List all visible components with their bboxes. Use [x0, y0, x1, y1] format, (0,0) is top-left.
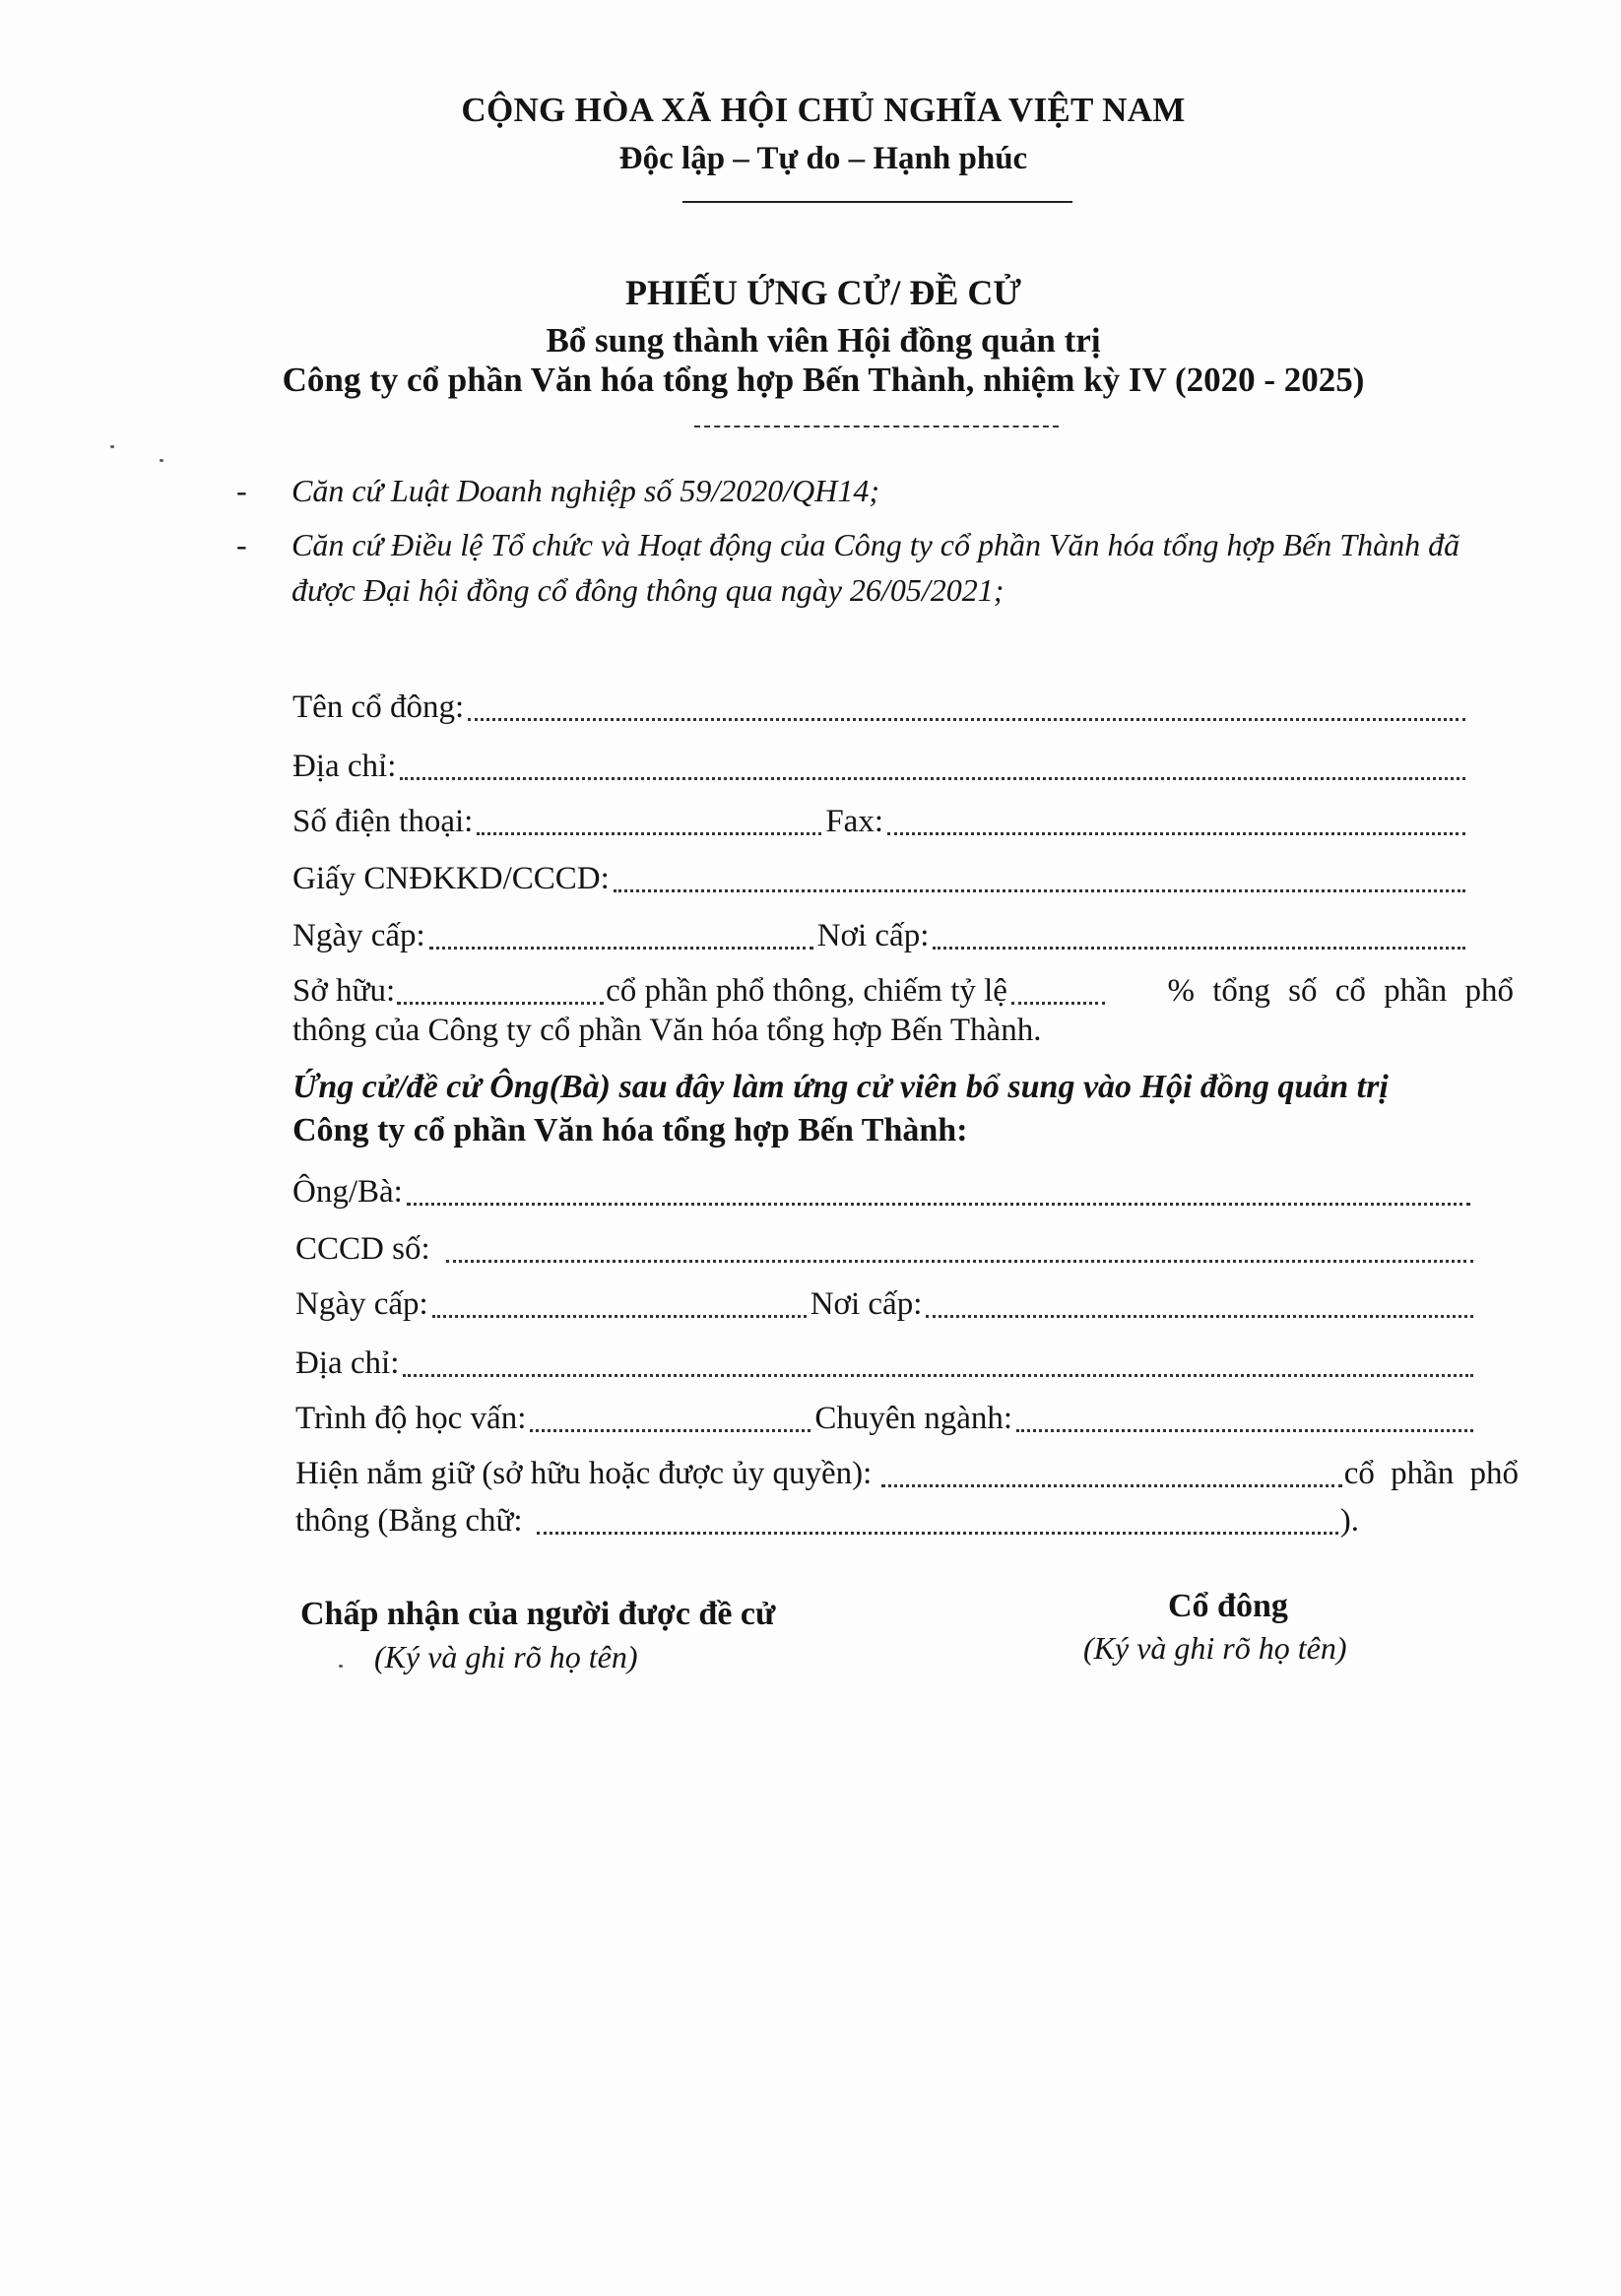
header-underline — [682, 201, 1072, 203]
nomination-company: Công ty cổ phần Văn hóa tổng hợp Bến Thành: — [292, 1112, 968, 1148]
major-label: Chuyên ngành: — [814, 1401, 1013, 1436]
fax-label: Fax: — [825, 804, 883, 839]
issue-date-input[interactable] — [429, 947, 813, 950]
issue-place-input[interactable] — [933, 947, 1465, 950]
major-input[interactable] — [1016, 1429, 1473, 1432]
candidate-address-input[interactable] — [403, 1374, 1473, 1377]
candidate-name-field — [292, 1170, 1474, 1214]
shareholding-line-2: thông của Công ty cổ phần Văn hóa tổng hợp Bến Thành. — [292, 1013, 1042, 1048]
candidate-cccd-label: CCCD số: — [295, 1231, 430, 1267]
shareholder-name-input[interactable] — [468, 718, 1465, 721]
form-subtitle: Bổ sung thành viên Hội đồng quản trị — [546, 321, 1101, 360]
business-id-input[interactable] — [614, 889, 1465, 892]
shareholder-id-field — [292, 857, 1469, 900]
candidate-education-field — [295, 1397, 1477, 1440]
shareholder-address-label: Địa chỉ: — [292, 749, 397, 784]
phone-input[interactable] — [477, 832, 821, 835]
bullet-dash: - — [236, 473, 247, 508]
title-dashed-divider — [694, 426, 1059, 427]
candidate-issue-date-input[interactable] — [432, 1315, 807, 1318]
shareholding-line — [292, 969, 1514, 1013]
shareholder-name-field — [292, 686, 1469, 729]
issue-place-label: Nơi cấp: — [816, 918, 930, 953]
candidate-address-field — [295, 1342, 1477, 1385]
candidate-issue-date-label: Ngày cấp: — [295, 1286, 428, 1322]
national-title: CỘNG HÒA XÃ HỘI CHỦ NGHĨA VIỆT NAM — [461, 91, 1186, 129]
nominee-signature-note: (Ký và ghi rõ họ tên) — [374, 1639, 638, 1674]
legal-basis-text: Căn cứ Điều lệ Tổ chức và Hoạt động của Công ty cổ phần Văn hóa tổng hợp Bến Thành đã được Đại hội đồng cổ đông thông qua ngày 26/05/2021; — [292, 527, 1460, 608]
holding-words-label: thông (Bằng chữ: — [295, 1503, 523, 1539]
candidate-issue-place-input[interactable] — [926, 1315, 1473, 1318]
shareholder-name-label: Tên cổ đông: — [292, 689, 465, 725]
own-label: Sở hữu: — [292, 973, 396, 1009]
candidate-holding-words-line — [295, 1499, 1359, 1542]
shareholder-address-input[interactable] — [400, 777, 1465, 780]
scan-speck — [110, 445, 114, 448]
candidate-issue-field — [295, 1282, 1477, 1326]
scan-speck — [339, 1665, 343, 1668]
education-label: Trình độ học vấn: — [295, 1401, 527, 1436]
candidate-issue-place-label: Nơi cấp: — [810, 1286, 923, 1322]
nominee-acceptance-title: Chấp nhận của người được đề cử — [300, 1596, 776, 1632]
shareholder-signature-title: Cổ đông — [1168, 1588, 1288, 1624]
own-percent-text: % tổng số cổ phần phổ — [1167, 973, 1514, 1009]
candidate-name-input[interactable] — [407, 1203, 1470, 1206]
legal-basis-text: Căn cứ Luật Doanh nghiệp số 59/2020/QH14; — [292, 473, 879, 508]
candidate-name-label: Ông/Bà: — [292, 1174, 403, 1210]
shareholder-address-field — [292, 745, 1469, 788]
shareholder-signature-note: (Ký và ghi rõ họ tên) — [1083, 1630, 1347, 1666]
shareholder-phone-fax-field — [292, 800, 1469, 843]
candidate-holding-line — [295, 1452, 1519, 1495]
national-motto: Độc lập – Tự do – Hạnh phúc — [618, 141, 1028, 176]
holding-label: Hiện nắm giữ (sở hữu hoặc được ủy quyền): — [295, 1456, 873, 1491]
fax-input[interactable] — [887, 832, 1465, 835]
holding-words-input[interactable] — [537, 1532, 1338, 1535]
form-company-term: Công ty cổ phần Văn hóa tổng hợp Bến Thành, nhiệm kỳ IV (2020 - 2025) — [282, 361, 1365, 399]
own-percent-input[interactable] — [1011, 1002, 1105, 1005]
holding-tail: cổ phần phổ — [1343, 1456, 1519, 1491]
nomination-intro: Ứng cử/đề cử Ông(Bà) sau đây làm ứng cử viên bổ sung vào Hội đồng quản trị — [292, 1069, 1389, 1105]
form-title: PHIẾU ỨNG CỬ/ ĐỀ CỬ — [625, 273, 1021, 312]
holding-shares-input[interactable] — [881, 1484, 1341, 1487]
phone-label: Số điện thoại: — [292, 804, 474, 839]
shareholder-issue-field — [292, 914, 1469, 957]
education-input[interactable] — [530, 1429, 810, 1432]
candidate-cccd-input[interactable] — [446, 1260, 1473, 1263]
business-id-label: Giấy CNĐKKD/CCCD: — [292, 861, 610, 896]
scan-speck — [160, 459, 163, 462]
issue-date-label: Ngày cấp: — [292, 918, 425, 953]
candidate-cccd-field — [295, 1227, 1477, 1271]
own-shares-text: cổ phần phổ thông, chiếm tỷ lệ — [606, 973, 1007, 1009]
own-shares-input[interactable] — [397, 1002, 604, 1005]
holding-words-end: ). — [1339, 1503, 1359, 1539]
bullet-dash: - — [236, 527, 247, 562]
candidate-address-label: Địa chỉ: — [295, 1345, 400, 1381]
